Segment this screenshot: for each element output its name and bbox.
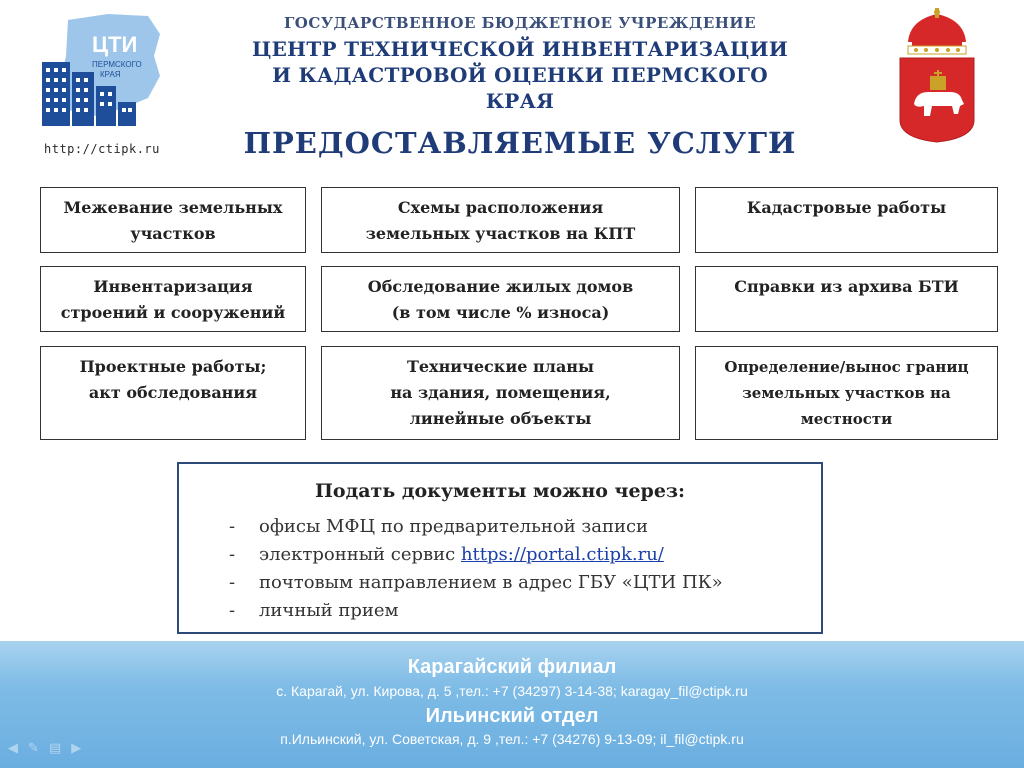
service-label-line3: местности <box>800 410 893 428</box>
service-housing-inspection[interactable] <box>321 266 680 332</box>
service-inventory[interactable] <box>40 266 306 332</box>
pen-icon[interactable]: ✎ <box>28 741 39 756</box>
portal-link[interactable]: https://portal.ctipk.ru/ <box>460 544 664 565</box>
service-label-line2: земельных участков на <box>742 384 951 402</box>
logo-abbr: ЦТИ <box>92 32 138 57</box>
service-label-line1: Технические планы <box>406 357 595 376</box>
service-label-line1: Кадастровые работы <box>746 198 947 217</box>
service-label-line3: линейные объекты <box>409 409 592 428</box>
service-label-line1: Справки из архива БТИ <box>734 277 959 296</box>
org-name-line1: ЦЕНТР ТЕХНИЧЕСКОЙ ИНВЕНТАРИЗАЦИИ <box>251 37 789 61</box>
submission-title: Подать документы можно через: <box>314 480 686 502</box>
submission-list <box>229 513 723 625</box>
list-item <box>229 569 723 597</box>
service-label-line2: акт обследования <box>88 383 258 402</box>
perm-krai-emblem <box>894 8 980 144</box>
service-label-line1: Схемы расположения <box>397 198 604 217</box>
submission-info-box <box>177 462 823 634</box>
page-title: ПРЕДОСТАВЛЯЕМЫЕ УСЛУГИ <box>243 126 797 160</box>
service-label-line1: Определение/вынос границ <box>724 358 969 376</box>
list-dash: - <box>229 544 236 565</box>
slides-icon[interactable]: ▤ <box>48 741 62 756</box>
service-cadastral-works[interactable] <box>695 187 998 253</box>
org-name-line2: И КАДАСТРОВОЙ ОЦЕНКИ ПЕРМСКОГО КРАЯ <box>272 63 768 113</box>
branch-karagay-title: Карагайский филиал <box>407 656 617 678</box>
list-item <box>229 597 723 625</box>
submission-item-text: личный прием <box>259 600 399 621</box>
submission-item-text: почтовым направлением в адрес ГБУ «ЦТИ ПК» <box>259 572 723 593</box>
service-layout-schemes[interactable] <box>321 187 680 253</box>
service-label-line2: участков <box>130 224 216 243</box>
slideshow-toolbar <box>8 741 81 756</box>
footer-contacts <box>0 641 1024 768</box>
branch-ilinsky-title: Ильинский отдел <box>425 705 599 727</box>
branch-ilinsky-contacts: п.Ильинский, ул. Советская, д. 9 ,тел.: +7 (34276) 9-13-09; il_fil@ctipk.ru <box>280 731 744 747</box>
crown-icon <box>908 8 966 54</box>
org-type: ГОСУДАРСТВЕННОЕ БЮДЖЕТНОЕ УЧРЕЖДЕНИЕ <box>283 14 757 32</box>
list-dash: - <box>229 600 236 621</box>
logo-region-2: КРАЯ <box>100 70 121 79</box>
service-label-line2: земельных участков на КПТ <box>365 224 636 243</box>
service-label-line1: Проектные работы; <box>79 357 267 376</box>
logo-region-1: ПЕРМСКОГО <box>92 60 142 69</box>
list-dash: - <box>229 572 236 593</box>
logo-url[interactable]: http://ctipk.ru <box>44 142 160 156</box>
service-boundary-marking[interactable] <box>695 346 998 440</box>
service-label-line1: Инвентаризация <box>93 277 253 296</box>
forward-arrow-icon[interactable]: ▶ <box>71 741 82 756</box>
cti-logo <box>38 12 168 162</box>
list-item <box>229 513 723 541</box>
list-dash: - <box>229 516 236 537</box>
shield-icon <box>900 58 974 142</box>
service-label-line1: Межевание земельных <box>63 198 283 217</box>
service-bti-archive[interactable] <box>695 266 998 332</box>
service-land-surveying[interactable] <box>40 187 306 253</box>
back-arrow-icon[interactable]: ◀ <box>8 741 18 756</box>
branch-karagay-contacts: с. Карагай, ул. Кирова, д. 5 ,тел.: +7 (34297) 3-14-38; karagay_fil@ctipk.ru <box>276 683 748 699</box>
list-item <box>229 541 723 569</box>
service-label-line2: строений и сооружений <box>60 303 286 322</box>
service-technical-plans[interactable] <box>321 346 680 440</box>
service-label-line2: на здания, помещения, <box>390 383 611 402</box>
submission-item-text: электронный сервис <box>259 544 461 565</box>
submission-item-text: офисы МФЦ по предварительной записи <box>259 516 649 537</box>
logo-graphic <box>38 12 168 142</box>
service-label-line2: (в том числе % износа) <box>391 303 610 322</box>
service-label-line1: Обследование жилых домов <box>367 277 634 296</box>
service-design-works[interactable] <box>40 346 306 440</box>
header <box>240 14 800 114</box>
